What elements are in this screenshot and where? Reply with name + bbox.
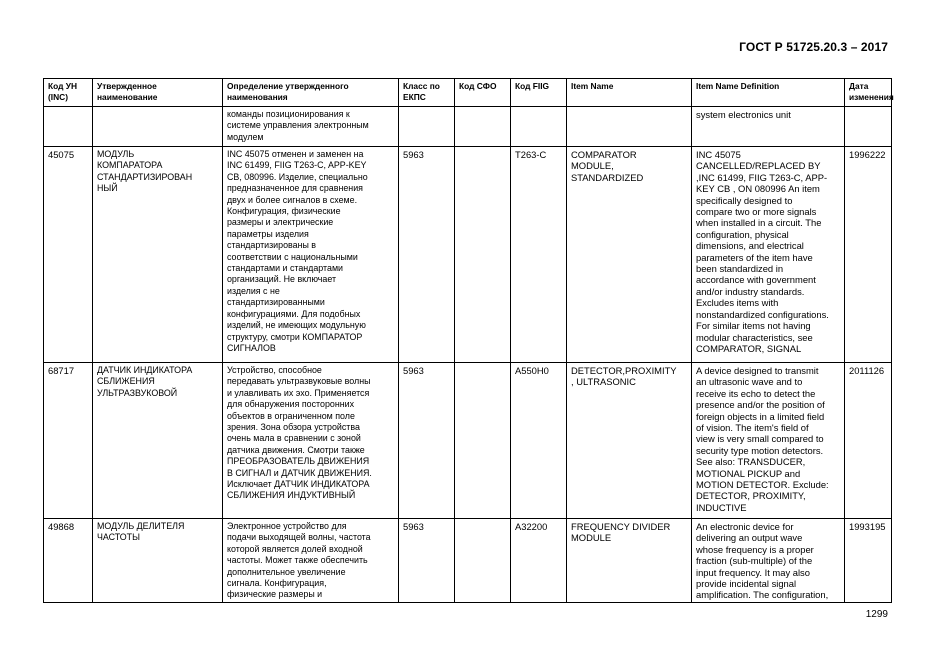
cell-inc: 68717 <box>44 363 93 519</box>
cell-class: 5963 <box>399 147 455 363</box>
cell-item-name: DETECTOR,PROXIMITY , ULTRASONIC <box>567 363 692 519</box>
cell-item-definition: A device designed to transmit an ultrasonic wave and to receive its echo to detect the presence and/or the position of foreign objects in a limited field of vision. The item's field of view is very small compared to security type motion detectors. See also: TRANSDUCER, MOTIONAL PICKUP and MOTION DETECTOR. Exclude: DETECTOR, PROXIMITY, INDUCTIVE <box>692 363 845 519</box>
cell-definition-ru: команды позиционирования к системе управления электронным модулем <box>223 107 399 147</box>
cell-sfo <box>455 107 511 147</box>
classification-table <box>43 78 892 603</box>
cell-class <box>399 107 455 147</box>
cell-date <box>845 107 892 147</box>
cell-inc <box>44 107 93 147</box>
col-header-date: Дата изменения <box>845 79 892 107</box>
cell-fiig <box>511 107 567 147</box>
cell-name-ru: МОДУЛЬ КОМПАРАТОРА СТАНДАРТИЗИРОВАН НЫЙ <box>93 147 223 363</box>
cell-sfo <box>455 147 511 363</box>
cell-fiig: A32200 <box>511 519 567 603</box>
cell-item-name: COMPARATOR MODULE, STANDARDIZED <box>567 147 692 363</box>
cell-class: 5963 <box>399 519 455 603</box>
cell-item-definition: An electronic device for delivering an output wave whose frequency is a proper fraction (sub-multiple) of the input frequency. It may also provide incidental signal amplification. The configuration, <box>692 519 845 603</box>
col-header-sfo: Код СФО <box>455 79 511 107</box>
cell-inc: 49868 <box>44 519 93 603</box>
cell-definition-ru: Устройство, способное передавать ультразвуковые волны и улавливать их эхо. Применяется для обнаружения посторонних объектов в ограниченном поле зрения. Зона обзора устройства очень мала в сравнении с зоной датчика движения. Смотри также ПРЕОБРАЗОВАТЕЛЬ ДВИЖЕНИЯ В СИГНАЛ и ДАТЧИК ДВИЖЕНИЯ. Исключает ДАТЧИК ИНДИКАТОРА СБЛИЖЕНИЯ ИНДУКТИВНЫЙ <box>223 363 399 519</box>
cell-class: 5963 <box>399 363 455 519</box>
cell-item-definition: INC 45075 CANCELLED/REPLACED BY ,INC 61499, FIIG T263-C, APP- KEY CB , ON 080996 An item specifically designed to compare two or more signals when installed in a circuit. The configuration, physical dimensions, and electrical parameters of the item have been standardized in accordance with government and/or industry standards. Excludes items with nonstandardized configurations. For similar items not having modular characteristics, see COMPARATOR, SIGNAL <box>692 147 845 363</box>
cell-inc: 45075 <box>44 147 93 363</box>
table-row <box>44 363 892 519</box>
cell-item-name: FREQUENCY DIVIDER MODULE <box>567 519 692 603</box>
col-header-item-definition: Item Name Definition <box>692 79 845 107</box>
table-row <box>44 519 892 603</box>
cell-name-ru <box>93 107 223 147</box>
cell-item-definition: system electronics unit <box>692 107 845 147</box>
cell-name-ru: ДАТЧИК ИНДИКАТОРА СБЛИЖЕНИЯ УЛЬТРАЗВУКОВОЙ <box>93 363 223 519</box>
cell-item-name <box>567 107 692 147</box>
cell-sfo <box>455 363 511 519</box>
table-row <box>44 147 892 363</box>
cell-fiig: T263-C <box>511 147 567 363</box>
cell-date: 1996222 <box>845 147 892 363</box>
standard-title: ГОСТ Р 51725.20.3 – 2017 <box>739 40 888 54</box>
cell-definition-ru: INC 45075 отменен и заменен на INC 61499, FIIG T263-C, APP-KEY CB, 080996. Изделие, специально предназначенное для сравнения двух и более сигналов в схеме. Конфигурация, физические размеры и электрические параметры изделия стандартизированы в соответствии с национальными стандартами и стандартами организаций. Не включает изделия с не стандартизированными конфигурациями. Для подобных изделий, не имеющих модульную структуру, смотри КОМПАРАТОР СИГНАЛОВ <box>223 147 399 363</box>
table-row <box>44 107 892 147</box>
cell-name-ru: МОДУЛЬ ДЕЛИТЕЛЯ ЧАСТОТЫ <box>93 519 223 603</box>
cell-date: 1993195 <box>845 519 892 603</box>
cell-definition-ru: Электронное устройство для подачи выходящей волны, частота которой является долей входной частоты. Может также обеспечить дополнительное увеличение сигнала. Конфигурация, физические размеры и <box>223 519 399 603</box>
col-header-inc: Код УН (INC) <box>44 79 93 107</box>
col-header-name-ru: Утвержденное наименование <box>93 79 223 107</box>
page-number: 1299 <box>865 609 888 620</box>
cell-date: 2011126 <box>845 363 892 519</box>
col-header-fiig: Код FIIG <box>511 79 567 107</box>
cell-sfo <box>455 519 511 603</box>
col-header-definition-ru: Определение утвержденного наименования <box>223 79 399 107</box>
col-header-item-name: Item Name <box>567 79 692 107</box>
table-header-row <box>44 79 892 107</box>
cell-fiig: A550H0 <box>511 363 567 519</box>
col-header-class: Класс по ЕКПС <box>399 79 455 107</box>
